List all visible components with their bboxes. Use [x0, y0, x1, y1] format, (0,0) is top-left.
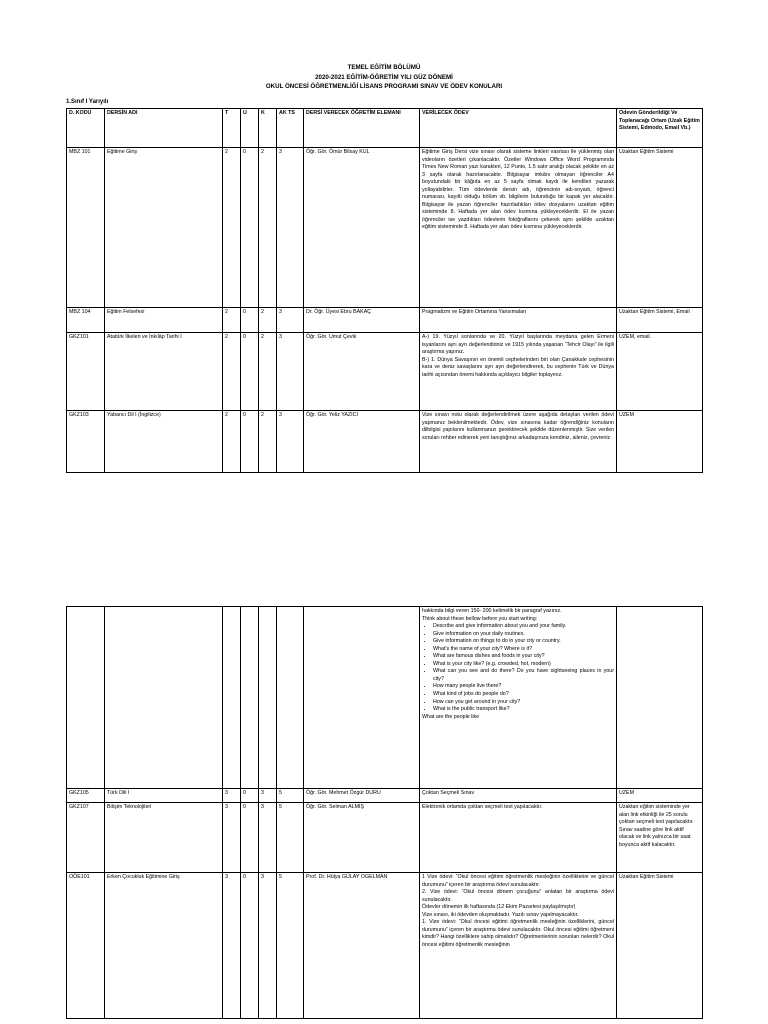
course-task: Çoktan Seçmeli Sınav — [420, 789, 617, 803]
table-row — [67, 148, 703, 308]
col-name-header: DERSİN ADI — [105, 109, 223, 148]
course-code: GKZ107 — [67, 803, 105, 873]
course-teacher: Öğr. Gör. Mehmet Özgür DURU — [304, 789, 420, 803]
col-method-header: Odevin Gönderildiği Ve Toplanacağı Ortam (Uzak Eğitim Sistemi, Edmodo, Email Vb.) — [617, 109, 703, 148]
course-code: MBZ 101 — [67, 148, 105, 308]
course-t — [223, 607, 241, 789]
course-method: Uzaktan eğitim sisteminde yer alan link etkinliği ile 25 sorulu çoktan seçmeli test yapılacaktır. Sınav saatine göre link aktif olacak ve link yalnızca bir saat boyunca aktif kalacaktır. — [617, 803, 703, 873]
course-method: UZEM — [617, 789, 703, 803]
task-text-block — [422, 874, 614, 1017]
course-name — [105, 607, 223, 789]
course-u: 0 — [241, 789, 259, 803]
course-code: OÖE101 — [67, 873, 105, 1019]
course-k: 2 — [259, 411, 277, 473]
course-k: 3 — [259, 789, 277, 803]
list-item: • What is the public transport like? — [433, 706, 614, 714]
courses-table-page1 — [66, 108, 703, 473]
course-task — [420, 333, 617, 411]
course-akts — [277, 607, 304, 789]
course-u: 0 — [241, 873, 259, 1019]
course-teacher: Öğr. Gör. Yeliz YAZICI — [304, 411, 420, 473]
table-row — [67, 607, 703, 789]
document-header — [0, 63, 768, 92]
course-name: Eğitim Felsefesi — [105, 308, 223, 333]
course-code: MBZ 104 — [67, 308, 105, 333]
course-akts: 5 — [277, 789, 304, 803]
course-t: 2 — [223, 148, 241, 308]
task-text: Vize sınavı notu olarak değerlendirilmek üzere aşağıda detayları verilen ödevi yapmanız beklenilmektedir. Ödev, vize sınavına kadar öğrendiğiniz konuların dilbilgisi yapılarını kullanmanızı gerektirecek şekilde düzenlenmiştir. Size verilen soruları rehber edinerek yeni tanıştığınız arkadaşınıza kendiniz, aileniz, çevreniz — [422, 412, 614, 441]
col-akts-header: AK TS — [277, 109, 304, 148]
task-question-list — [422, 623, 614, 714]
course-u: 0 — [241, 308, 259, 333]
course-k: 3 — [259, 873, 277, 1019]
course-u: 0 — [241, 803, 259, 873]
task-intro: hakkında bilgi veren 150- 200 kelimelik bir paragraf yazınız. — [422, 608, 562, 614]
task-part-a: A-) 19. Yüzyıl sonlarında ve 20. Yüzyıl başlarında meydana gelen Ermeni isyanlarını ayrı ayrı değerlendiriniz ve 1915 yılında yaşanan “Tehcir Olayı” ile ilgili araştırma yapınız. — [422, 334, 614, 356]
course-task: Eğitime Giriş Dersi vize sınavı olarak sisteme linkleri vasıtası ile yüklenmiş olan videoların özetleri çıkarılacaktır. Özetler Windows Office Word Programında Times New Roman yazı karakteri, 12 Punto, 1.5 satır aralığı olacak şekilde en az 3 sayfa olarak hazırlanacaktır. Bilgisayar imkânı olmayan öğrenciler A4 boyutundaki bir kâğıda en az 5 sayfa olmak kaydı ile kendileri yazarak yollayabilirler. Tüm ödevlerde dersin adı, öğrencinin adı-soyadı, öğrenci numarası, kayıtlı olduğu bölüm vb. bilgilerin bulunduğu bir kapak yer alacaktır. Bilgisayar ile yazan öğrenciler hazırladıkları ödev dosyalarını uzaktan eğitim sisteminde 8. Haftada yer alan ödev kısmına yükleyeceklerdir. El ile yazan öğrenciler ise yazdıkları ödevlerin fotoğraflarını çekerek aynı şekilde uzaktan eğitim sisteminde 8. Haftada yer alan ödev kısmına yükleyeceklerdir. — [420, 148, 617, 308]
task-part-e: 1. Vize ödevi: “Okul öncesi eğitimi öğretmenlik mesleğinin özelliklerini, güncel durumunu” içeren bir araştırma ödevi sunulacaktır. Okul öncesi eğitimi öğretmeni kimdir? Hangi özelliklere sahip olmalıdır? Öğretmenlerinin sorunları nelerdir? Okul öncesi eğitimi öğretmenlik mesleğinin — [422, 919, 614, 948]
course-name: Bilişim Teknolojileri — [105, 803, 223, 873]
list-item: • What are famous dishes and foods in your city? — [433, 653, 614, 661]
course-k: 3 — [259, 803, 277, 873]
course-teacher: Prof. Dr. Hülya GÜLAY OGELMAN — [304, 873, 420, 1019]
col-k-header: K — [259, 109, 277, 148]
table-row — [67, 803, 703, 873]
table-row — [67, 308, 703, 333]
course-k: 2 — [259, 333, 277, 411]
list-item: • How many people live there? — [433, 683, 614, 691]
course-teacher — [304, 607, 420, 789]
course-task — [420, 411, 617, 473]
course-akts: 5 — [277, 803, 304, 873]
course-t: 2 — [223, 333, 241, 411]
list-item: • How can you get around in your city? — [433, 699, 614, 707]
course-k: 2 — [259, 148, 277, 308]
course-method: UZEM, email. — [617, 333, 703, 411]
course-t: 2 — [223, 308, 241, 333]
table-row — [67, 873, 703, 1019]
list-item: • Give information on your daily routines. — [433, 631, 614, 639]
col-t-header: T — [223, 109, 241, 148]
semester-label: 1.Sınıf I Yarıyılı — [66, 99, 109, 105]
table-row — [67, 789, 703, 803]
course-code: GKZ103 — [67, 411, 105, 473]
course-code — [67, 607, 105, 789]
course-method: UZEM — [617, 411, 703, 473]
table-header-row — [67, 109, 703, 148]
list-item: • What kind of jobs do people do? — [433, 691, 614, 699]
course-akts: 3 — [277, 308, 304, 333]
department-title: TEMEL EĞİTİM BÖLÜMÜ — [347, 64, 421, 71]
col-task-header: VERİLECEK ÖDEV — [420, 109, 617, 148]
course-code: GKZ105 — [67, 789, 105, 803]
course-teacher: Öğr. Gör. Selman ALMIŞ — [304, 803, 420, 873]
course-u: 0 — [241, 148, 259, 308]
list-item: • What is your city like? (e.g. crowded, hot, modern) — [433, 661, 614, 669]
course-method — [617, 607, 703, 789]
course-t: 2 — [223, 411, 241, 473]
course-akts: 3 — [277, 333, 304, 411]
task-part-b: B-) 1. Dünya Savaşının en önemli cephelerinden biri olan Çanakkale cephesinin kara ve deniz savaşlarını ayrı ayrı değerlendirerek, bu cephenin Türk ve Dünya tarihi açısından önemi hakkında açıklayıcı bilgiler toplayınız. — [422, 356, 614, 378]
course-k: 2 — [259, 308, 277, 333]
course-t: 3 — [223, 873, 241, 1019]
course-name: Eğitime Giriş — [105, 148, 223, 308]
course-method: Uzaktan Eğitim Sistemi — [617, 148, 703, 308]
course-akts: 3 — [277, 148, 304, 308]
course-akts: 5 — [277, 873, 304, 1019]
task-part-c: Ödevler dönemin ilk haftasında (12 Ekim Pazartesi paylaşılmıştır) — [422, 904, 576, 911]
list-item: • What can you see and do there? Do you have sightseeing places in your city? — [433, 668, 614, 683]
col-code-header: D. KODU — [67, 109, 105, 148]
course-akts: 3 — [277, 411, 304, 473]
col-teacher-header: DERSİ VERECEK ÖĞRETİM ELEMANI — [304, 109, 420, 148]
course-name: Yabancı Dil I (İngilizce) — [105, 411, 223, 473]
list-item: • Give information on things to do in your city or country. — [433, 638, 614, 646]
term-title: 2020-2021 EĞİTİM-ÖĞRETİM YILI GÜZ DÖNEMİ — [315, 73, 453, 81]
task-part-a: 1 Vize ödevi: “Okul öncesi eğitimi öğretmenlik mesleğinin özelliklerini ve güncel durumunu” içeren bir araştırma ödevi sunulacaktır. — [422, 874, 614, 888]
course-method: Uzaktan Eğitim Sistemi, Email — [617, 308, 703, 333]
courses-table-page2 — [66, 606, 703, 1019]
program-title: OKUL ÖNCESİ ÖĞRETMENLİĞİ LİSANS PROGRAMI SINAV VE ÖDEV KONULARI — [265, 83, 503, 90]
course-u — [241, 607, 259, 789]
course-name: Atatürk İlkeleri ve İnkılâp Tarihi I — [105, 333, 223, 411]
course-task: Elektronik ortamda çoktan seçmeli test yapılacaktır. — [420, 803, 617, 873]
task-last-line: What are the people like — [422, 713, 480, 720]
course-name: Türk Dili I — [105, 789, 223, 803]
course-code: GKZ101 — [67, 333, 105, 411]
course-teacher: Öğr. Gör. Ömür Bilsay KUL — [304, 148, 420, 308]
course-t: 3 — [223, 803, 241, 873]
course-k — [259, 607, 277, 789]
list-item: • What’s the name of your city? Where is it? — [433, 646, 614, 654]
course-task — [420, 607, 617, 789]
course-u: 0 — [241, 333, 259, 411]
course-t: 3 — [223, 789, 241, 803]
course-name: Erken Çocukluk Eğitimine Giriş — [105, 873, 223, 1019]
course-u: 0 — [241, 411, 259, 473]
course-task: Pragmatizm ve Eğitim Ortamına Yansımaları — [420, 308, 617, 333]
course-method: Uzaktan Eğitim Sistemi — [617, 873, 703, 1019]
task-part-d: Vize sınavı, iki ödevden oluşmaktadır. Yazılı sınav yapılmayacaktır. — [422, 911, 579, 918]
task-part-b: 2. Vize ödevi: “Okul öncesi dönem çocuğunu” anlatan bir araştırma ödevi sunulacaktır. — [422, 889, 614, 903]
course-teacher: Dr. Öğr. Üyesi Ebru BAKAÇ — [304, 308, 420, 333]
table-row — [67, 333, 703, 411]
course-task — [420, 873, 617, 1019]
course-teacher: Öğr. Gör. Umut Çevik — [304, 333, 420, 411]
list-item: • Describe and give information about you and your family. — [433, 623, 614, 631]
table-row — [67, 411, 703, 473]
task-think: Think about these bellow before you start writing: — [422, 615, 538, 622]
col-u-header: U — [241, 109, 259, 148]
